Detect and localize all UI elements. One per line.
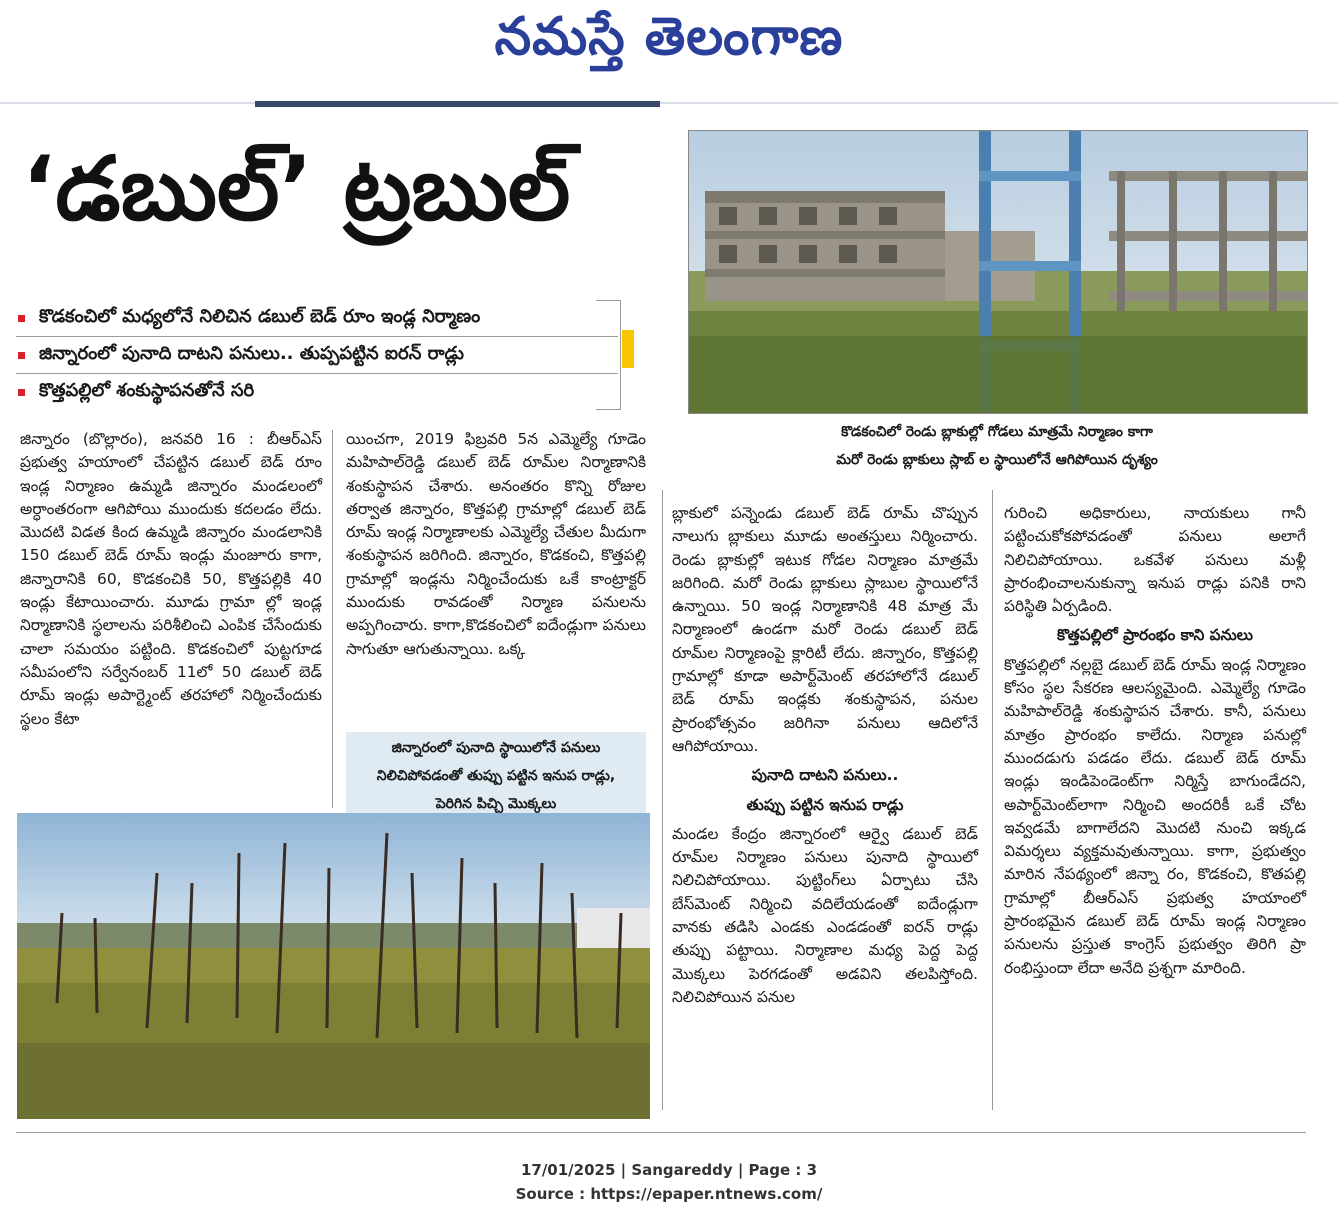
article-column-4: గురించి అధికారులు, నాయకులు గానీ పట్టించుకోకపోవడంతో పనులు అలాగే నిలిచిపోయాయి. ఒకవేళ పనులు మళ్లీ ప్రారంభించాలనుకున్నా ఇనుప రాడ్లు పనికి రాని పరిస్థితి ఏర్పడింది. కొత్తపల్లిలో ప్రారంభం కాని పనులు కొత్తపల్లిలో నల్లబై డబుల్ బెడ్ రూమ్ ఇండ్ల నిర్మాణం కోసం స్థల సేకరణ ఆలస్యమైంది. ఎమ్మెల్యే గూడెం మహిపాల్‌రెడ్డి శంకుస్థాపన చేశారు. కానీ, పనులు మాత్రం ప్రారంభం కాలేదు. నిర్మాణ పనుల్లో ముందడుగు పడడం లేదు. డబుల్ బెడ్ రూమ్ ఇండ్లు ఇండిపెండెంట్‌గా నిర్మిస్తే బాగుండేదని, అపార్ట్‌మెంట్‌లాగా నిర్మించి అందరికీ ఒకే చోట ఇవ్వడమే బాగాలేదని మొదటి నుంచి ఇక్కడ విమర్శలు వ్యక్తమవుతున్నాయి. కాగా, ప్రభుత్వం మారిన నేపథ్యంలో జిన్నా రం, కొడకంచి, కొతపల్లి గ్రామాల్లో బీఆర్ఎస్ ప్రభుత్వ హయాంలో ప్రారంభమైన డబుల్ బెడ్ రూమ్ ఇండ్ల నిర్మాణం పనులను ప్రస్తుత కాంగ్రెస్ ప్రభుత్వం తిరిగి ప్రా రంభిస్తుందా లేదా అనేది ప్రశ్నగా మారింది.	[1004, 504, 1306, 977]
photo-jinnaram-rusted-rods	[17, 813, 650, 1119]
yellow-accent-marker	[622, 330, 634, 368]
footer-date-edition: 17/01/2025 | Sangareddy | Page : 3	[520, 1161, 818, 1179]
photo-bottom-caption: జిన్నారంలో పునాది స్థాయిలోనే పనులు నిలిచిపోవడంతో తుప్పు పట్టిన ఇనుప రాడ్లు, పెరిగిన పిచ్చి మొక్కలు	[346, 732, 646, 820]
bullet-frame	[596, 300, 621, 410]
subheading: కొత్తపల్లిలో ప్రారంభం కాని పనులు	[1057, 626, 1253, 645]
article-column-2: యించగా, 2019 ఫిబ్రవరి 5న ఎమ్మెల్యే గూడెం మహిపాల్‌రెడ్డి డబుల్ బెడ్ రూమ్‌ల నిర్మాణానికి శంకుస్థాపన చేశారు. అనంతరం కొన్ని రోజుల తర్వాత జిన్నారం, కొత్తపల్లి గ్రామాల్లో డబుల్ బెడ్ రూమ్ ఇండ్ల నిర్మాణాలకు ఎమ్మెల్యే చేతుల మీదుగా శంకుస్థాపన జరిగింది. జిన్నారం, కొడకంచి, కొత్తపల్లి గ్రామాల్లో ఇండ్లను నిర్మించేందుకు ఒకే కాంట్రాక్టర్ ముందుకు రావడంతో నిర్మాణ పనులను అప్పగించారు. కాగా,కొడకంచిలో ఐదేండ్లుగా పనులు సాగుతూ ఆగుతున్నాయి. ఒక్క	[346, 430, 646, 658]
highlight-bullets	[16, 300, 618, 410]
building-scene-image	[689, 131, 1307, 413]
column-divider	[662, 490, 663, 1110]
newspaper-logo: నమస్తే తెలంగాణ	[494, 6, 844, 67]
photo-top-caption: కొడకంచిలో రెండు బ్లాకుల్లో గోడలు మాత్రమే నిర్మాణం కాగా మరో రెండు బ్లాకులు స్లాబ్ ల స్థాయిలోనే ఆగిపోయిన దృశ్యం	[836, 424, 1158, 468]
masthead-divider	[0, 102, 1338, 104]
red-square-icon	[18, 352, 25, 359]
bullet-item: కొడకంచిలో మధ్యలోనే నిలిచిన డబుల్ బెడ్ రూం ఇండ్ల నిర్మాణం	[16, 300, 618, 337]
bullet-item: కొత్తపల్లిలో శంకుస్థాపనతోనే సరి	[16, 374, 618, 410]
article-column-3: బ్లాకులో పన్నెండు డబుల్ బెడ్ రూమ్ చొప్పున నాలుగు బ్లాకులు మూడు అంతస్తులు నిర్మించారు. రెండు బ్లాకుల్లో ఇటుక గోడల నిర్మాణం మాత్రమే జరిగింది. మరో రెండు బ్లాకులు స్లాబుల స్థాయిలోనే ఉన్నాయి. 50 ఇండ్ల నిర్మాణానికి 48 మాత్ర మే నిర్మాణంలో ఉండగా మరో రెండు డబుల్ బెడ్ రూమ్‌ల నిర్మాణంపై క్లారిటీ లేదు. జిన్నారం, కొత్తపల్లి గ్రామాల్లో కూడా అపార్ట్‌మెంట్ తరహాలోనే డబుల్ బెడ్ రూమ్ ఇండ్లకు శంకుస్థాపన, పనుల ప్రారంభోత్సవం జరిగినా పనులు ఆదిలోనే ఆగిపోయాయి. పునాది దాటని పనులు.. తుప్పు పట్టిన ఇనుప రాడ్లు మండల కేంద్రం జిన్నారంలో ఆర్వై డబుల్ బెడ్ రూమ్‌ల నిర్మాణం పనులు పునాది స్థాయిలో నిలిచిపోయాయి. పుట్టింగ్‌లు ఏర్పాటు చేసి బేస్‌మెంట్ నిర్మించి వదిలేయడంతో ఐదేండ్లుగా వానకు తడిసి ఎండకు ఎండడంతో ఐరన్ రాడ్లు తుప్పు పట్టాయి. నిర్మాణాల మధ్య పెద్ద పెద్ద మొక్కలు పెరగడంతో అడవిని తలపిస్తోంది. నిలిచిపోయిన పనుల	[672, 504, 978, 1006]
rods-field-image	[17, 813, 650, 1119]
subheading: పునాది దాటని పనులు..	[751, 766, 899, 785]
red-square-icon	[18, 389, 25, 396]
column-divider	[992, 490, 993, 1110]
subheading: తుప్పు పట్టిన ఇనుప రాడ్లు	[746, 795, 904, 814]
bottom-divider	[16, 1132, 1306, 1133]
article-headline: ‘డబుల్’ ట్రబుల్	[22, 137, 571, 240]
column-divider	[332, 430, 333, 808]
footer-source-link[interactable]: Source : https://epaper.ntnews.com/	[515, 1185, 823, 1203]
page-footer	[0, 1158, 1338, 1206]
article-column-1: జిన్నారం (బొల్లారం), జనవరి 16 : బీఆర్ఎస్ ప్రభుత్వ హయాంలో చేపట్టిన డబుల్ బెడ్ రూం ఇండ్ల నిర్మాణం ఉమ్మడి జిన్నారం మండలంలో అర్ధాంతరంగా ఆగిపోయి ముందుకు కదలడం లేదు. మొదటి విడత కింద ఉమ్మడి జిన్నారం మండలానికి 150 డబుల్ బెడ్ రూమ్ ఇండ్లు మంజూరు కాగా, జిన్నారానికి 60, కొడకంచికి 50, కొత్తపల్లికి 40 ఇండ్లు కేటాయించారు. మూడు గ్రామా ల్లో ఇండ్ల నిర్మాణానికి స్థలాలను పరిశీలించి ఎంపిక చేసేందుకు చాలా సమయం పట్టింది. కొడకంచిలో పుట్టగూడ సమీపంలోని సర్వేనంబర్ 11లో 50 డబుల్ బెడ్ రూమ్ ఇండ్లు అపార్ట్మెంట్ తరహాలో నిర్మించేందుకు స్థలం కేటా	[20, 430, 322, 728]
red-square-icon	[18, 315, 25, 322]
bullet-item: జిన్నారంలో పునాది దాటని పనులు.. తుప్పపట్టిన ఐరన్ రాడ్లు	[16, 337, 618, 374]
masthead	[0, 0, 1338, 80]
masthead-accent-bar	[255, 101, 660, 107]
photo-kodakanchi-buildings	[688, 130, 1308, 414]
